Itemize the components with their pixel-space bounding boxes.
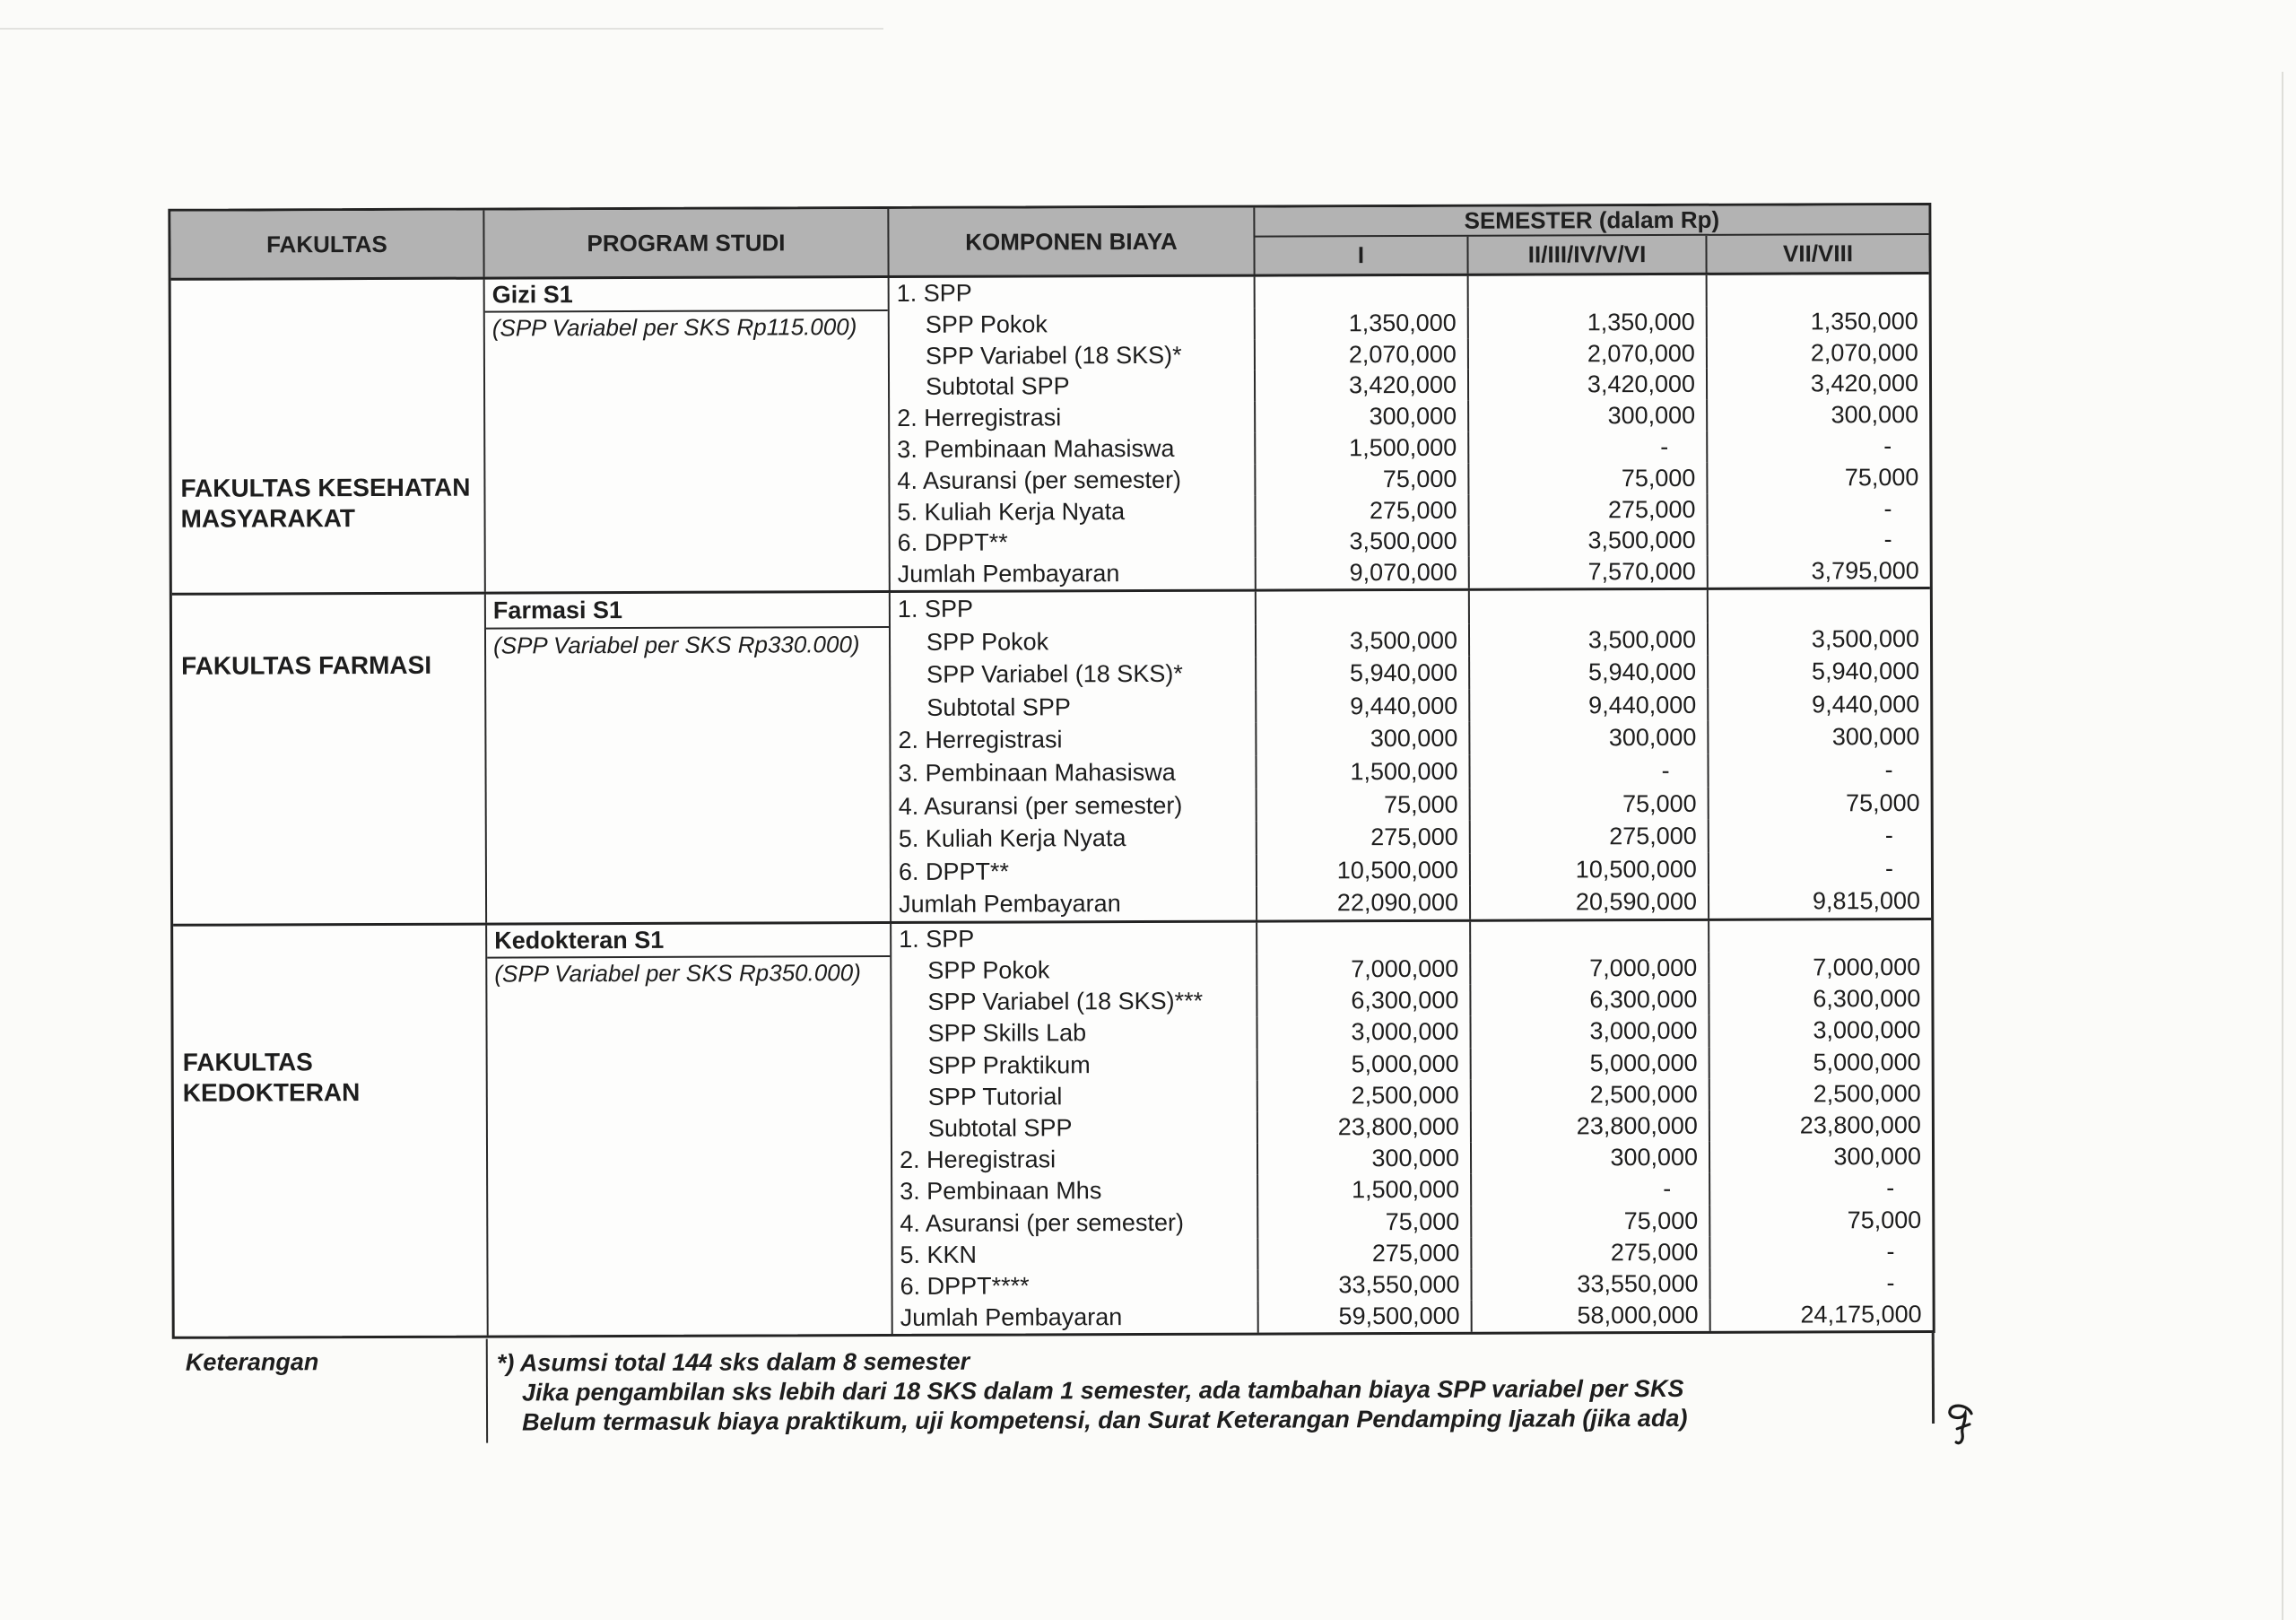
component-label: SPP Variabel (18 SKS)* [890,339,1256,371]
amount-cell: 1,350,000 [1256,308,1469,340]
component-label: 6. DPPT** [891,854,1257,888]
amount-cell: 75,000 [1846,788,1920,816]
component-label: SPP Pokok [891,954,1257,988]
amount-cell: 275,000 [1471,820,1709,854]
component-label: 1. SPP [890,277,1256,309]
amount-cell: 58,000,000 [1473,1300,1711,1332]
amount-cell: 300,000 [1472,1142,1710,1174]
amount-cell: 9,070,000 [1257,557,1470,589]
amount-cell: 75,000 [1257,788,1471,821]
amount-cell: 300,000 [1257,722,1470,755]
amount-cell: 1,500,000 [1257,755,1470,788]
program-name: Gizi S1 [485,278,888,312]
header-semester-group: SEMESTER (dalam Rp) [1255,205,1928,238]
amount-cell: 275,000 [1472,1237,1710,1269]
component-label: Jumlah Pembayaran [891,887,1257,921]
amount-cell [1709,819,1931,852]
program-name: Kedokteran S1 [487,924,890,959]
program-sks-note: (SPP Variabel per SKS Rp350.000) [494,959,861,988]
keterangan-note-line: Belum termasuk biaya praktikum, uji kompetensi, dan Surat Keterangan Pendamping Ijazah (jika ada) [522,1404,1688,1436]
program-studi-cell [487,924,893,1336]
amount-cell: 9,815,000 [1812,887,1921,915]
program-studi-cell [486,593,891,923]
amount-cell: 6,300,000 [1471,984,1709,1016]
amount-cell [1470,754,1709,788]
amount-cell: 22,090,000 [1257,886,1471,919]
empty-amount-dash: - [1661,756,1670,784]
program-sks-note: (SPP Variabel per SKS Rp330.000) [492,630,860,659]
header-fakultas: FAKULTAS [170,211,484,278]
amount-cell [1709,524,1930,556]
component-label: 3. Pembinaan Mahasiswa [890,433,1256,466]
amount-cell: 7,000,000 [1257,954,1471,986]
empty-amount-dash: - [1886,1174,1895,1202]
table-header [170,205,1928,281]
amount-cell: 10,500,000 [1257,853,1471,886]
faculty-section [172,587,1931,924]
amount-cell: 3,795,000 [1811,557,1919,585]
amount-cell [1472,1173,1710,1206]
amount-cell: 5,940,000 [1470,656,1709,690]
amount-cell: 75,000 [1844,463,1919,492]
amount-cell: 9,440,000 [1470,689,1709,723]
amount-cell: 2,500,000 [1258,1080,1472,1112]
component-label: SPP Skills Lab [891,1017,1257,1050]
amount-cell: 5,940,000 [1811,658,1920,685]
component-label: Jumlah Pembayaran [893,1302,1259,1335]
component-label: 6. DPPT** [891,527,1257,559]
amount-cell [1708,274,1929,307]
component-label: Subtotal SPP [890,370,1256,403]
component-label: 2. Heregistrasi [892,1144,1258,1177]
amount-cell: 75,000 [1256,464,1469,496]
keterangan-note-line: *) Asumsi total 144 sks dalam 8 semester [496,1347,970,1377]
program-studi-cell [485,278,891,592]
amount-cell: 7,000,000 [1813,954,1921,981]
amount-cell: 75,000 [1471,787,1709,821]
amount-cell [1469,431,1708,464]
table-right-edge-extension [1932,1332,1935,1424]
amount-cell: 5,000,000 [1472,1047,1710,1079]
empty-amount-dash: - [1660,432,1669,460]
amount-cell: 275,000 [1469,493,1708,526]
empty-amount-dash: - [1663,1175,1672,1203]
component-label: 6. DPPT**** [892,1270,1258,1303]
empty-amount-dash: - [1884,822,1893,849]
faculty-name: FAKULTAS KEDOKTERAN [182,1048,361,1107]
component-label: 5. Kuliah Kerja Nyata [890,495,1256,527]
amount-cell [1470,590,1709,624]
amount-cell: 1,500,000 [1256,432,1469,465]
amount-cell: 1,350,000 [1810,307,1918,335]
component-label: SPP Tutorial [892,1080,1258,1113]
amount-cell: 3,500,000 [1470,525,1709,557]
amount-cell: 75,000 [1847,1206,1922,1233]
amount-cell: 20,590,000 [1471,885,1709,919]
amount-cell [1710,1236,1932,1268]
amount-cell: 10,500,000 [1471,853,1709,887]
amount-cell: 3,420,000 [1256,370,1469,402]
keterangan-label: Keterangan [185,1348,319,1376]
component-label: 4. Asuransi (per semester) [891,788,1257,823]
amount-cell [1469,275,1708,308]
amount-cell: 23,800,000 [1799,1111,1921,1139]
faculty-name-cell [172,595,487,924]
amount-cell: 9,440,000 [1257,689,1470,722]
component-label: SPP Pokok [890,308,1256,340]
empty-amount-dash: - [1883,526,1892,553]
amount-cell: 300,000 [1469,400,1708,432]
amount-cell [1710,1172,1932,1205]
amount-cell [1256,276,1469,309]
keterangan-note-line: Jika pengambilan sks lebih dari 18 SKS dalam 1 semester, ada tambahan biaya SPP variabel per SKS [521,1374,1684,1407]
amount-cell: 5,000,000 [1813,1048,1921,1076]
header-program-studi: PROGRAM STUDI [484,209,889,277]
amount-cell: 3,420,000 [1469,369,1708,401]
amount-cell [1471,921,1709,954]
amount-cell: 2,500,000 [1472,1079,1710,1111]
amount-cell [1708,431,1929,463]
component-label: Subtotal SPP [892,1112,1258,1145]
header-komponen-biaya: KOMPONEN BIAYA [889,208,1255,275]
amount-cell [1709,589,1930,623]
faculty-name: FAKULTAS KESEHATAN MASYARAKAT [180,473,471,533]
amount-cell: 3,000,000 [1471,1015,1709,1048]
amount-cell: 300,000 [1470,721,1709,755]
keterangan-divider-line [486,1339,488,1443]
amount-cell: 33,550,000 [1258,1269,1472,1302]
faculty-name: FAKULTAS FARMASI [181,650,432,680]
amount-cell: 24,175,000 [1800,1301,1922,1328]
amount-cell: 275,000 [1256,494,1469,527]
faculty-section [171,274,1930,593]
program-name: Farmasi S1 [486,593,889,629]
amount-cell: 23,800,000 [1472,1110,1710,1143]
amount-cell [1709,852,1931,885]
amount-cell: 7,570,000 [1470,556,1709,588]
amount-cell: 1,500,000 [1258,1174,1472,1206]
amount-cell: 5,940,000 [1257,657,1470,690]
amount-cell: 300,000 [1831,723,1920,751]
amount-cell: 3,420,000 [1810,370,1919,397]
component-label: 5. Kuliah Kerja Nyata [891,822,1257,856]
amount-cell: 3,000,000 [1813,1016,1921,1044]
component-label: SPP Variabel (18 SKS)*** [891,986,1257,1019]
component-label: 2. Herregistrasi [890,402,1256,434]
component-label: 1. SPP [891,922,1257,955]
header-semester-1: I [1255,237,1468,274]
component-label: 4. Asuransi (per semester) [890,464,1256,496]
amount-cell: 9,440,000 [1812,690,1920,719]
amount-cell: 5,000,000 [1258,1048,1472,1080]
amount-cell [1710,1267,1932,1300]
amount-cell: 3,000,000 [1257,1016,1471,1049]
component-label: 2. Herregistrasi [891,723,1257,757]
table-body [171,274,1933,1337]
amount-cell: 3,500,000 [1470,623,1709,657]
faculty-name-cell [171,280,486,593]
header-semester-2-6: II/III/IV/V/VI [1468,236,1707,274]
handwritten-paraph-mark [1939,1402,1982,1450]
faculty-name-cell [173,925,489,1337]
empty-amount-dash: - [1884,854,1893,882]
amount-cell: 1,350,000 [1469,307,1708,339]
amount-cell [1257,922,1471,954]
amount-cell: 2,500,000 [1813,1079,1921,1108]
tuition-fee-table [168,203,1935,1339]
amount-cell: 275,000 [1257,821,1471,854]
empty-amount-dash: - [1883,432,1892,460]
amount-cell [1257,591,1470,624]
amount-cell: 300,000 [1831,401,1919,429]
faculty-section [173,918,1933,1337]
amount-cell: 23,800,000 [1258,1111,1472,1144]
amount-cell: 275,000 [1258,1238,1472,1270]
amount-cell [1709,753,1930,787]
amount-cell: 3,500,000 [1257,623,1470,657]
amount-cell [1708,493,1929,526]
component-label: 3. Pembinaan Mahasiswa [891,756,1257,790]
amount-cell: 75,000 [1258,1206,1472,1238]
amount-cell: 3,500,000 [1811,624,1920,652]
program-sks-note: (SPP Variabel per SKS Rp115.000) [491,312,857,342]
keterangan-notes [497,1345,1688,1438]
amount-cell: 3,500,000 [1257,526,1470,558]
component-label: Subtotal SPP [891,690,1257,724]
amount-cell: 6,300,000 [1813,985,1921,1013]
component-label: SPP Pokok [891,624,1257,658]
empty-amount-dash: - [1883,494,1892,522]
amount-cell: 300,000 [1256,401,1469,433]
amount-cell: 2,070,000 [1810,338,1918,367]
amount-cell: 59,500,000 [1259,1301,1473,1333]
amount-cell: 2,070,000 [1256,338,1469,370]
amount-cell: 6,300,000 [1257,985,1471,1017]
amount-cell: 7,000,000 [1471,953,1709,985]
amount-cell: 33,550,000 [1472,1268,1710,1301]
component-label: 4. Asuransi (per semester) [892,1206,1258,1240]
amount-cell: 2,070,000 [1469,337,1708,370]
amount-cell [1709,920,1931,953]
component-label: Jumlah Pembayaran [891,558,1257,590]
amount-cell: 300,000 [1833,1143,1922,1171]
component-label: 5. KKN [892,1238,1258,1271]
amount-cell: 75,000 [1469,463,1708,495]
empty-amount-dash: - [1884,756,1893,784]
header-semester-7-8: VII/VIII [1782,240,1854,267]
component-label: 3. Pembinaan Mhs [892,1175,1258,1208]
component-label: SPP Variabel (18 SKS)* [891,658,1257,692]
component-label: 1. SPP [891,592,1257,626]
empty-amount-dash: - [1886,1237,1895,1265]
empty-amount-dash: - [1886,1269,1895,1297]
amount-cell: 300,000 [1258,1143,1472,1175]
amount-cell: 75,000 [1472,1205,1710,1237]
component-label: SPP Praktikum [892,1049,1258,1082]
